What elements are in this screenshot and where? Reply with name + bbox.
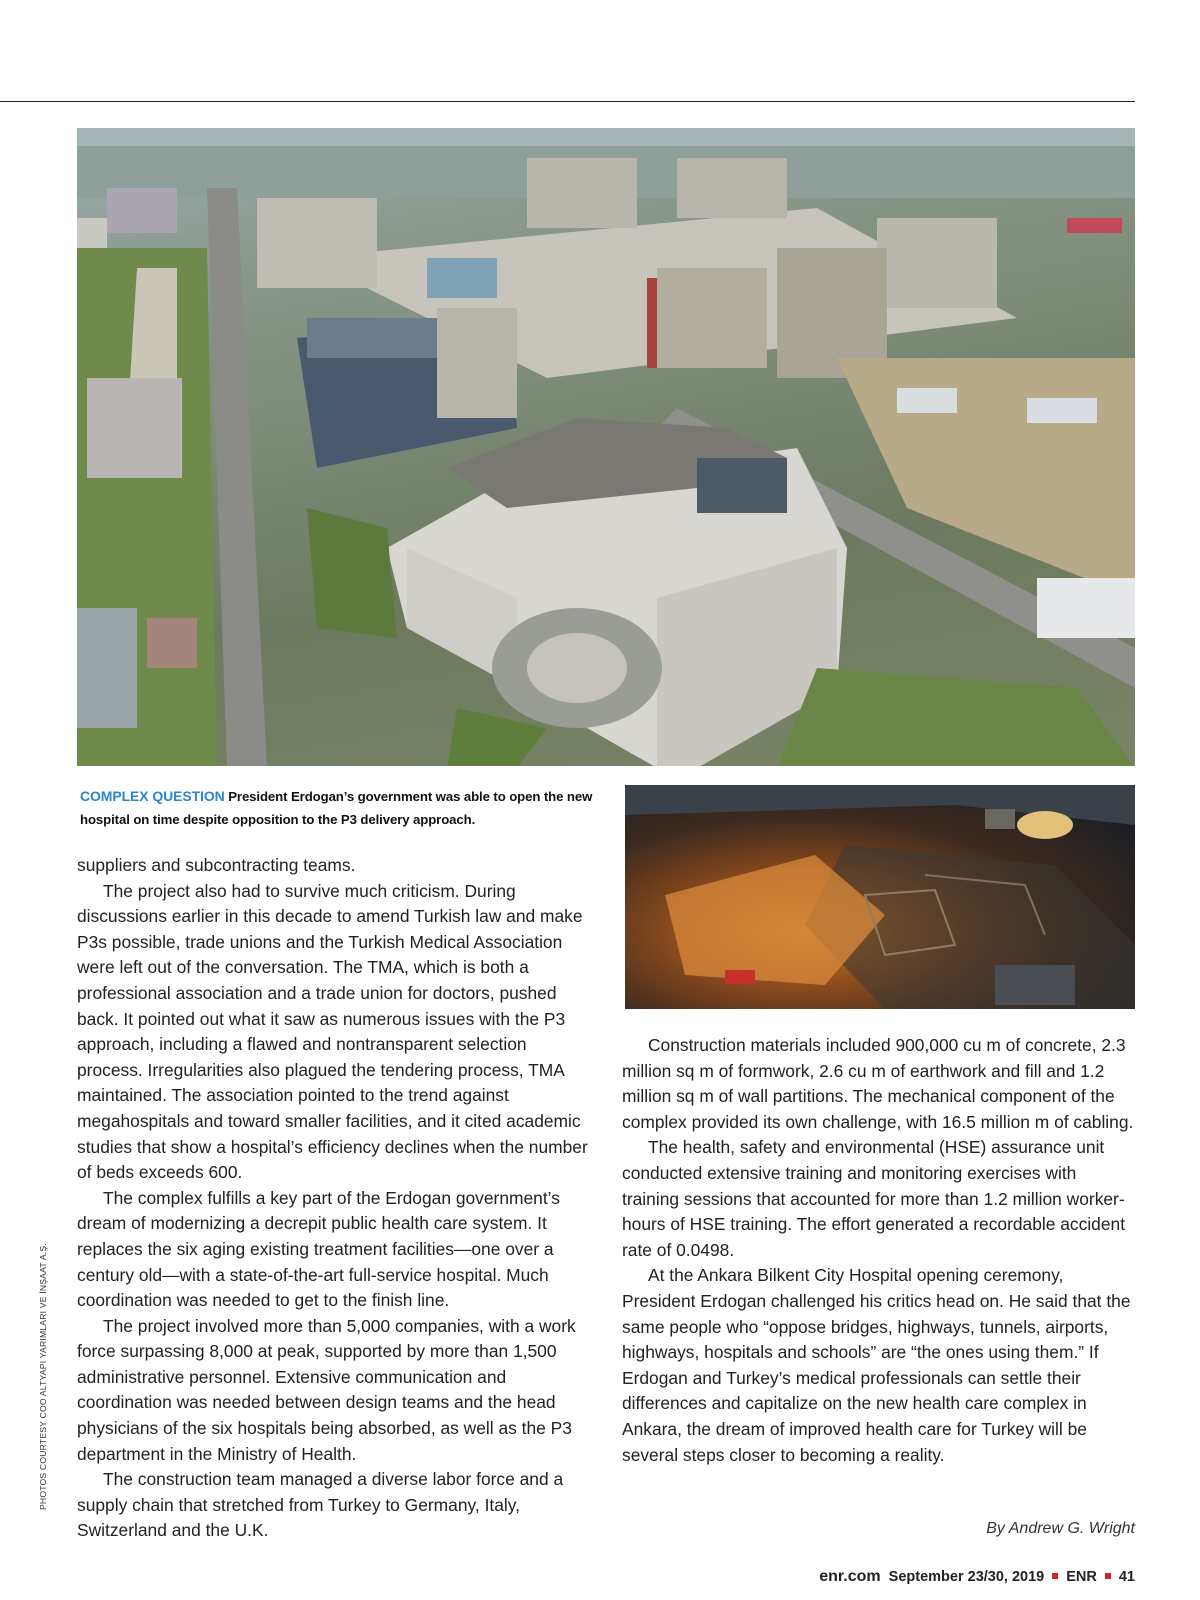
paragraph: The construction team managed a diverse labor force and a supply chain that stretched from Turkey to Germany, Italy, Switzerland and the U.K. [77, 1469, 564, 1541]
page-footer [819, 1568, 1135, 1586]
footer-brand: ENR [1066, 1569, 1097, 1585]
paragraph: At the Ankara Bilkent City Hospital opening ceremony, President Erdogan challenged his critics head on. He said that the same people who “oppose bridges, highways, tunnels, airports, highways, hospitals and schools” are “the ones using them.” If Erdogan and Turkey’s medical professionals can settle their differences and capitalize on the new health care complex in Ankara, the dream of improved health care for Turkey will be several steps closer to becoming a reality. [622, 1265, 1131, 1465]
footer-date: September 23/30, 2019 [888, 1569, 1045, 1585]
caption-kicker: COMPLEX QUESTION [80, 788, 225, 804]
photo-caption [80, 785, 600, 831]
caption-text: President Erdogan’s government was able to open the new hospital on time despite opposition to the P3 delivery approach. [80, 789, 593, 827]
header-rule [0, 101, 1135, 102]
paragraph: Construction materials included 900,000 cu m of concrete, 2.3 million sq m of formwork, 2.6 cu m of earthwork and fill and 1.2 million sq m of wall partitions. The mechanical component of the complex provided its own challenge, with 16.5 million m of cabling. [622, 1035, 1134, 1132]
hospital-aerial-photo [77, 128, 1135, 766]
footer-separator-icon [1105, 1573, 1111, 1579]
paragraph: The complex fulfills a key part of the Erdogan government’s dream of modernizing a decrepit public health care system. It replaces the six aging existing treatment facilities—one over a century old—with a state-of-the-art full-service hospital. Much coordination was needed to get to the finish line. [77, 1187, 560, 1311]
footer-site: enr.com [819, 1568, 881, 1585]
paragraph: suppliers and subcontracting teams. [77, 855, 356, 875]
left-column [77, 853, 597, 1544]
right-column [622, 1033, 1135, 1468]
footer-separator-icon [1052, 1573, 1058, 1579]
page-number: 41 [1118, 1569, 1135, 1585]
paragraph: The health, safety and environmental (HSE) assurance unit conducted extensive training and monitoring exercises with training sessions that accounted for more than 1.2 million worker-hours of HSE training. The effort generated a recordable accident rate of 0.0498. [622, 1137, 1126, 1260]
construction-site-photo [625, 785, 1135, 1009]
paragraph: The project involved more than 5,000 companies, with a work force surpassing 8,000 at peak, supported by more than 1,500 administrative personnel. Extensive communication and coordination was needed between design teams and the head physicians of the six hospitals being absorbed, as well as the P3 department in the Ministry of Health. [77, 1315, 576, 1464]
paragraph: The project also had to survive much criticism. During discussions earlier in this decade to amend Turkish law and make P3s possible, trade unions and the Turkish Medical Association were left out of the conversation. The TMA, which is both a professional association and a trade union for doctors, pushed back. It pointed out what it saw as numerous issues with the P3 approach, including a flawed and nontransparent selection process. Irregularities also plagued the tendering process, TMA maintained. The association pointed to the trend against megahospitals and toward smaller facilities, and it cited academic studies that show a hospital’s efficiency declines when the number of beds exceeds 600. [77, 880, 588, 1183]
byline: By Andrew G. Wright [986, 1520, 1135, 1537]
photo-credit-text: PHOTOS COURTESY COO ALTYAPI YARIMLARI VE İNŞAAT A.Ş. [38, 1243, 48, 1510]
photo-credit [38, 1243, 52, 1510]
